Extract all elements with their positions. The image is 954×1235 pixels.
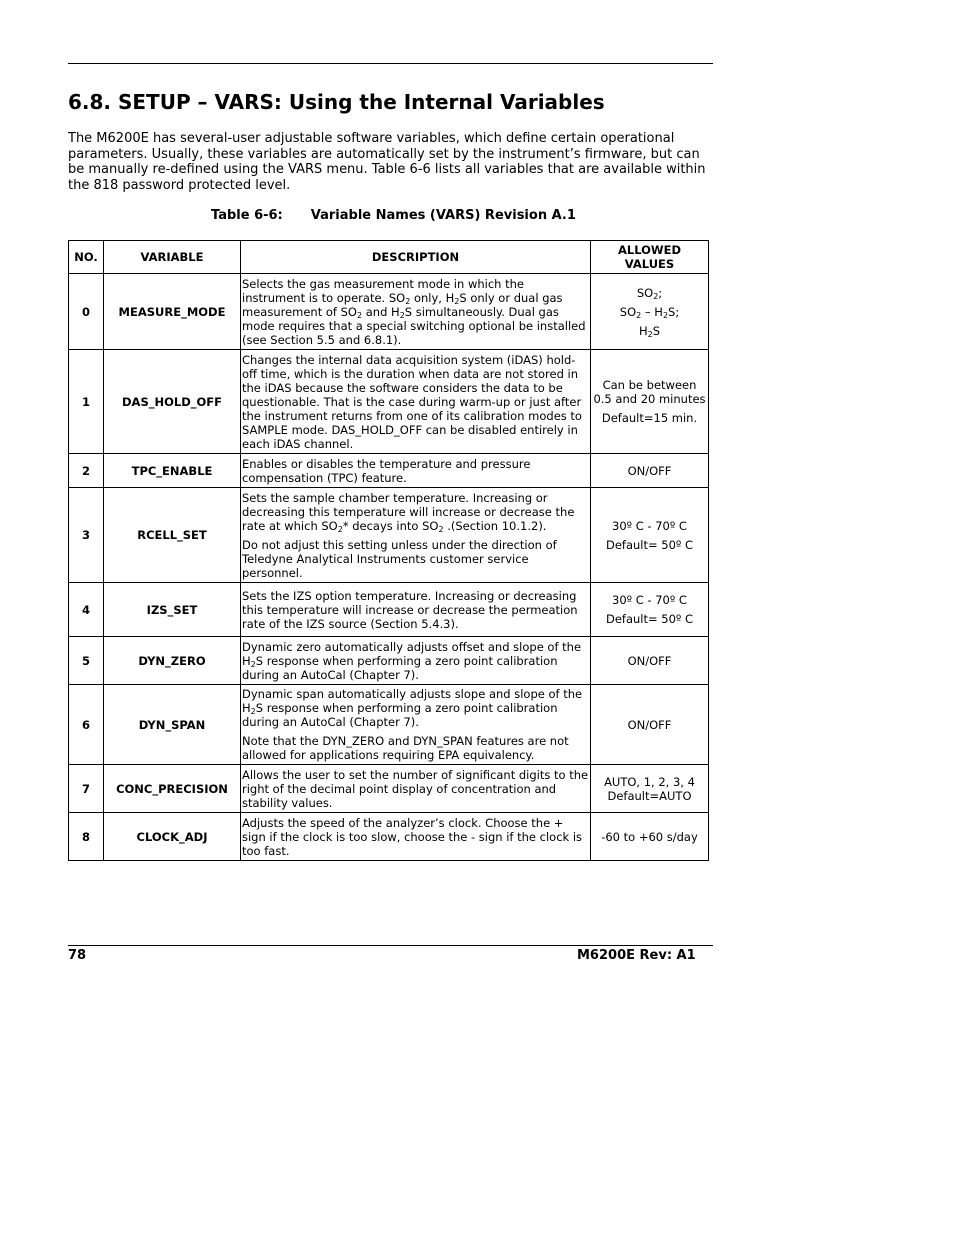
allowed-values <box>591 350 709 454</box>
table-row <box>69 813 709 861</box>
variable-name: TPC_ENABLE <box>104 454 241 488</box>
description-paragraph: Changes the internal data acquisition system (iDAS) hold-off time, which is the duration when data are not stored in the iDAS because the software considers the data to be questionable. That is the case during warm-up or just after the instrument returns from one of its calibration modes to SAMPLE mode. DAS_HOLD_OFF can be disabled entirely in each iDAS channel. <box>242 352 582 451</box>
allowed-value-line: Can be between 0.5 and 20 minutes <box>593 378 706 406</box>
variable-description <box>241 637 591 685</box>
row-number: 7 <box>69 765 104 813</box>
description-paragraph: Do not adjust this setting unless under the direction of Teledyne Analytical Instruments customer service personnel. <box>242 537 557 580</box>
variable-description <box>241 274 591 350</box>
table-caption <box>211 208 576 223</box>
variable-name: DYN_ZERO <box>104 637 241 685</box>
allowed-value-line: ON/OFF <box>627 463 672 478</box>
table-body <box>69 274 709 861</box>
row-number: 3 <box>69 488 104 583</box>
allowed-value-line: ON/OFF <box>627 717 672 732</box>
allowed-value-line: $SO_2 - H_2S$; <box>619 304 680 320</box>
table-row <box>69 685 709 765</box>
variable-description <box>241 350 591 454</box>
table-row <box>69 583 709 637</box>
row-number: 6 <box>69 685 104 765</box>
description-paragraph: Selects the gas measurement mode in which the instrument is to operate. $SO_2$ only, $H_2S$ only or dual gas measurement of $SO_2$ and $H_2S$ simultaneously. Dual gas mode requires that a special switching optional be installed (see Section 5.5 and 6.8.1). <box>242 276 586 347</box>
table-row <box>69 454 709 488</box>
table-row <box>69 350 709 454</box>
allowed-values <box>591 637 709 685</box>
description-paragraph: Dynamic span automatically adjusts slope and slope of the $H_2S$ response when performing a zero point calibration during an AutoCal (Chapter 7). <box>242 687 583 729</box>
allowed-value-line: ON/OFF <box>627 653 672 668</box>
document-revision: M6200E Rev: A1 <box>577 948 696 963</box>
table-row <box>69 488 709 583</box>
description-paragraph: Enables or disables the temperature and pressure compensation (TPC) feature. <box>242 456 531 485</box>
allowed-value-line: Default= 50º C <box>605 612 694 626</box>
table-row <box>69 274 709 350</box>
section-title: 6.8. SETUP – VARS: Using the Internal Variables <box>68 90 605 114</box>
header-allowed-values: ALLOWED VALUES <box>591 241 709 274</box>
intro-paragraph: The M6200E has several-user adjustable software variables, which define certain operational parameters. Usually, these variables are automatically set by the instrument’s firmware, but can be manually re-defined using the VARS menu. Table 6-6 lists all variables that are available within the 818 password protected level. <box>68 131 706 193</box>
description-paragraph: Note that the DYN_ZERO and DYN_SPAN features are not allowed for applications requiring EPA equivalency. <box>242 734 569 762</box>
row-number: 1 <box>69 350 104 454</box>
table-row <box>69 765 709 813</box>
variable-name: DAS_HOLD_OFF <box>104 350 241 454</box>
header-description: DESCRIPTION <box>241 241 591 274</box>
table-header-row <box>69 241 709 274</box>
table-caption-title: Variable Names (VARS) Revision A.1 <box>310 208 576 223</box>
variable-description <box>241 765 591 813</box>
variable-name: MEASURE_MODE <box>104 274 241 350</box>
variable-name: IZS_SET <box>104 583 241 637</box>
table-row <box>69 637 709 685</box>
row-number: 5 <box>69 637 104 685</box>
variable-name: RCELL_SET <box>104 488 241 583</box>
description-paragraph: Sets the sample chamber temperature. Increasing or decreasing this temperature will increase or decrease the rate at which $SO_2*$ decays into $SO_2$ .(Section 10.1.2). <box>242 490 575 534</box>
description-paragraph: Allows the user to set the number of significant digits to the right of the decimal point display of concentration and stability values. <box>242 767 589 810</box>
variable-description <box>241 454 591 488</box>
table-caption-number: Table 6-6: <box>211 208 283 223</box>
variable-description <box>241 583 591 637</box>
page-number: 78 <box>68 948 87 963</box>
row-number: 0 <box>69 274 104 350</box>
allowed-values <box>591 454 709 488</box>
allowed-values <box>591 685 709 765</box>
allowed-value-line: $H_2S$ <box>638 323 661 339</box>
description-paragraph: Sets the IZS option temperature. Increasing or decreasing this temperature will increase or decrease the permeation rate of the IZS source (Section 5.4.3). <box>242 588 578 631</box>
description-paragraph: Adjusts the speed of the analyzer’s clock. Choose the + sign if the clock is too slow, choose the - sign if the clock is too fast. <box>242 815 583 858</box>
allowed-value-line: Default= 50º C <box>605 537 694 552</box>
allowed-value-line: -60 to +60 s/day <box>601 829 698 844</box>
row-number: 8 <box>69 813 104 861</box>
variable-name: CLOCK_ADJ <box>104 813 241 861</box>
variable-description <box>241 813 591 861</box>
description-paragraph: Dynamic zero automatically adjusts offset and slope of the $H_2S$ response when performing a zero point calibration during an AutoCal (Chapter 7). <box>242 639 582 682</box>
footer-rule <box>68 945 713 946</box>
allowed-value-line: AUTO, 1, 2, 3, 4 Default=AUTO <box>604 774 695 803</box>
allowed-value-line: $SO_2$; <box>636 285 663 301</box>
allowed-values <box>591 765 709 813</box>
allowed-values <box>591 274 709 350</box>
allowed-values <box>591 488 709 583</box>
header-no: NO. <box>69 241 104 274</box>
row-number: 4 <box>69 583 104 637</box>
variable-description <box>241 685 591 765</box>
allowed-value-line: 30º C - 70º C <box>612 518 687 533</box>
variable-description <box>241 488 591 583</box>
allowed-values <box>591 583 709 637</box>
vars-table <box>68 240 709 861</box>
allowed-value-line: Default=15 min. <box>601 411 698 425</box>
allowed-value-line: 30º C - 70º C <box>612 593 687 607</box>
variable-name: CONC_PRECISION <box>104 765 241 813</box>
row-number: 2 <box>69 454 104 488</box>
allowed-values <box>591 813 709 861</box>
header-rule <box>68 63 713 64</box>
header-variable: VARIABLE <box>104 241 241 274</box>
variable-name: DYN_SPAN <box>104 685 241 765</box>
